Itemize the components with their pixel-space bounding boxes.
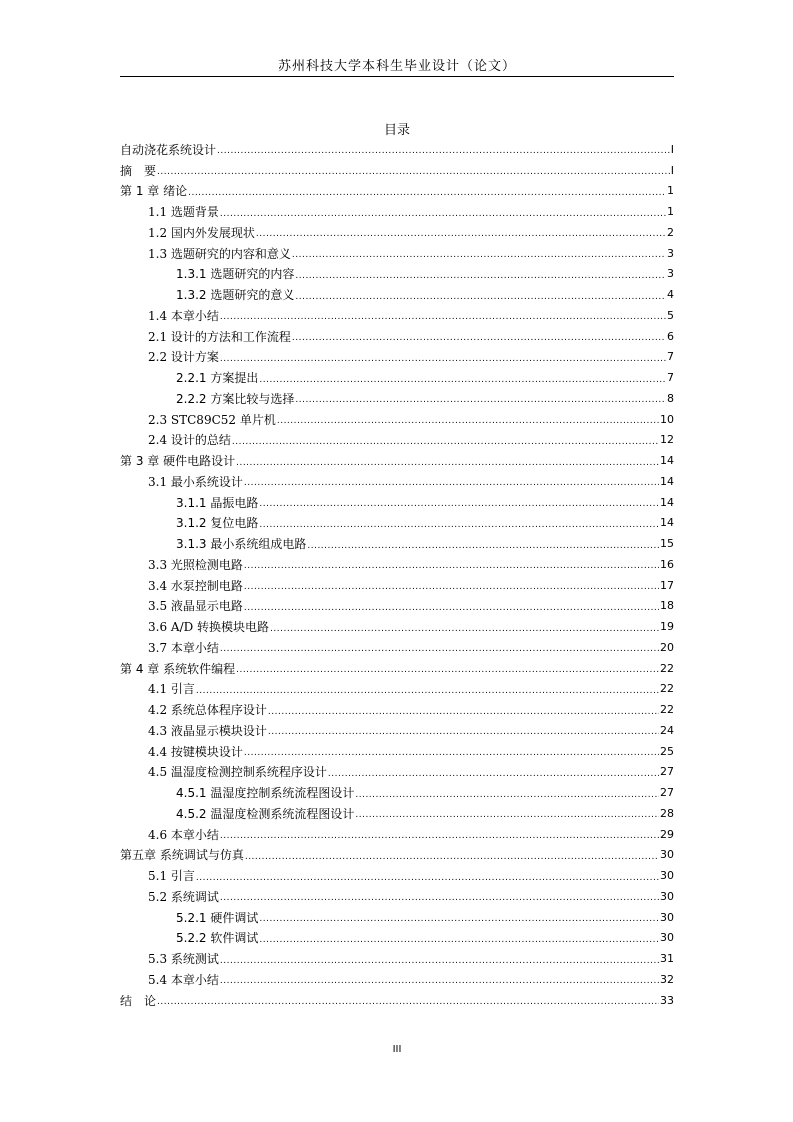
toc-entry[interactable] xyxy=(120,990,674,1011)
toc-entry[interactable] xyxy=(120,305,674,326)
toc-entry[interactable] xyxy=(120,284,674,305)
toc-entry[interactable] xyxy=(120,679,674,700)
toc-entry-label: 2.1 设计的方法和工作流程 xyxy=(148,329,291,344)
toc-entry-page: 2 xyxy=(667,225,674,239)
toc-entry-label: 1.1 选题背景 xyxy=(148,205,219,220)
toc-entry-label: 2.3 STC89C52 单片机 xyxy=(148,412,276,427)
toc-entry-page: 29 xyxy=(660,827,674,841)
toc-entry-page: 17 xyxy=(660,578,674,592)
toc-entry-page: 30 xyxy=(660,931,674,945)
toc-entry-label: 3.6 A/D 转换模块电路 xyxy=(148,620,270,635)
toc-entry-label: 2.2 设计方案 xyxy=(148,350,219,365)
toc-entry[interactable] xyxy=(120,450,674,471)
toc-dot-leader xyxy=(220,831,659,841)
toc-entry-label: 3.3 光照检测电路 xyxy=(148,557,243,572)
toc-entry[interactable] xyxy=(120,430,674,451)
toc-entry-page: I xyxy=(670,142,674,156)
toc-entry-page: 30 xyxy=(660,848,674,862)
toc-entry[interactable] xyxy=(120,222,674,243)
toc-entry[interactable] xyxy=(120,201,674,222)
toc-entry-label: 3.1 最小系统设计 xyxy=(148,474,243,489)
toc-entry-label: 第五章 系统调试与仿真 xyxy=(120,848,244,863)
toc-entry-label: 1.3.1 选题研究的内容 xyxy=(176,267,295,282)
toc-entry[interactable] xyxy=(120,243,674,264)
toc-entry[interactable] xyxy=(120,181,674,202)
toc-entry-page: 30 xyxy=(660,869,674,883)
toc-entry-page: 1 xyxy=(667,205,674,219)
toc-dot-leader xyxy=(217,146,670,156)
toc-entry-page: 28 xyxy=(660,806,674,820)
toc-entry-label: 1.2 国内外发展现状 xyxy=(148,225,255,240)
toc-dot-leader xyxy=(236,665,659,675)
toc-dot-leader xyxy=(244,478,659,488)
toc-entry[interactable] xyxy=(120,886,674,907)
toc-dot-leader xyxy=(256,229,666,239)
toc-entry-label: 5.2.2 软件调试 xyxy=(176,931,259,946)
toc-dot-leader xyxy=(244,748,659,758)
toc-dot-leader xyxy=(196,686,659,696)
table-of-contents xyxy=(120,139,674,1011)
toc-dot-leader xyxy=(196,873,659,883)
toc-entry-label: 2.2.1 方案提出 xyxy=(176,371,259,386)
toc-entry[interactable] xyxy=(120,762,674,783)
toc-entry-label: 5.4 本章小结 xyxy=(148,972,219,987)
toc-entry-page: 3 xyxy=(667,246,674,260)
toc-entry-page: 30 xyxy=(660,889,674,903)
toc-dot-leader xyxy=(292,250,666,260)
toc-dot-leader xyxy=(188,188,666,198)
toc-entry-label: 摘 要 xyxy=(120,163,157,178)
toc-entry[interactable] xyxy=(120,596,674,617)
toc-entry-page: 15 xyxy=(660,537,674,551)
toc-entry[interactable] xyxy=(120,347,674,368)
toc-entry[interactable] xyxy=(120,720,674,741)
toc-entry[interactable] xyxy=(120,658,674,679)
toc-entry-label: 2.2.2 方案比较与选择 xyxy=(176,391,295,406)
toc-title: 目录 xyxy=(383,123,410,138)
toc-entry[interactable] xyxy=(120,616,674,637)
toc-dot-leader xyxy=(268,707,659,717)
toc-dot-leader xyxy=(220,976,659,986)
toc-entry-page: 4 xyxy=(667,288,674,302)
toc-entry-page: 33 xyxy=(660,993,674,1007)
toc-entry-label: 5.3 系统测试 xyxy=(148,952,219,967)
toc-entry-page: 5 xyxy=(667,308,674,322)
toc-entry[interactable] xyxy=(120,948,674,969)
running-header: 苏州科技大学本科生毕业设计（论文） xyxy=(277,59,516,74)
toc-entry-page: 18 xyxy=(660,599,674,613)
toc-entry-label: 5.2.1 硬件调试 xyxy=(176,910,259,925)
toc-entry-label: 1.3 选题研究的内容和意义 xyxy=(148,246,291,261)
toc-entry-label: 第 3 章 硬件电路设计 xyxy=(120,454,236,469)
toc-dot-leader xyxy=(259,499,659,509)
toc-entry-page: 32 xyxy=(660,972,674,986)
toc-entry-page: I xyxy=(670,163,674,177)
toc-dot-leader xyxy=(295,292,666,302)
toc-entry[interactable] xyxy=(120,367,674,388)
toc-entry[interactable] xyxy=(120,824,674,845)
toc-entry[interactable] xyxy=(120,326,674,347)
toc-entry-page: 22 xyxy=(660,682,674,696)
toc-dot-leader xyxy=(268,727,659,737)
toc-entry-label: 4.5.2 温湿度检测系统流程图设计 xyxy=(176,806,355,821)
toc-entry[interactable] xyxy=(120,803,674,824)
toc-dot-leader xyxy=(244,582,659,592)
toc-entry-label: 3.1.1 晶振电路 xyxy=(176,495,259,510)
toc-entry-label: 1.4 本章小结 xyxy=(148,308,219,323)
toc-entry[interactable] xyxy=(120,264,674,285)
toc-entry-page: 3 xyxy=(667,267,674,281)
toc-entry[interactable] xyxy=(120,741,674,762)
toc-entry-page: 30 xyxy=(660,910,674,924)
toc-entry-page: 14 xyxy=(660,474,674,488)
toc-dot-leader xyxy=(220,893,659,903)
toc-dot-leader xyxy=(295,395,666,405)
toc-dot-leader xyxy=(157,997,659,1007)
toc-dot-leader xyxy=(259,935,659,945)
toc-dot-leader xyxy=(244,603,659,613)
toc-entry[interactable] xyxy=(120,471,674,492)
toc-entry-label: 4.4 按键模块设计 xyxy=(148,744,243,759)
toc-entry[interactable] xyxy=(120,554,674,575)
toc-entry-page: 19 xyxy=(660,620,674,634)
toc-entry-page: 12 xyxy=(660,433,674,447)
toc-entry-page: 14 xyxy=(660,495,674,509)
toc-entry-page: 16 xyxy=(660,557,674,571)
toc-entry-label: 第 1 章 绪论 xyxy=(120,184,188,199)
toc-dot-leader xyxy=(328,769,659,779)
toc-entry-page: 24 xyxy=(660,723,674,737)
toc-entry[interactable] xyxy=(120,409,674,430)
toc-entry[interactable] xyxy=(120,907,674,928)
toc-entry[interactable] xyxy=(120,492,674,513)
toc-entry-label: 3.4 水泵控制电路 xyxy=(148,578,243,593)
toc-entry[interactable] xyxy=(120,388,674,409)
toc-dot-leader xyxy=(220,644,659,654)
toc-entry-label: 4.5.1 温湿度控制系统流程图设计 xyxy=(176,786,355,801)
toc-entry-label: 4.2 系统总体程序设计 xyxy=(148,703,267,718)
toc-entry-label: 3.5 液晶显示电路 xyxy=(148,599,243,614)
toc-dot-leader xyxy=(307,541,659,551)
toc-entry[interactable] xyxy=(120,513,674,534)
toc-entry-page: 14 xyxy=(660,516,674,530)
toc-entry-page: 14 xyxy=(660,454,674,468)
toc-entry[interactable] xyxy=(120,533,674,554)
toc-entry-label: 4.5 温湿度检测控制系统程序设计 xyxy=(148,765,327,780)
toc-entry[interactable] xyxy=(120,575,674,596)
toc-entry-label: 4.6 本章小结 xyxy=(148,827,219,842)
toc-dot-leader xyxy=(236,458,659,468)
toc-entry-page: 20 xyxy=(660,640,674,654)
toc-entry[interactable] xyxy=(120,160,674,181)
toc-entry-label: 2.4 设计的总结 xyxy=(148,433,231,448)
toc-dot-leader xyxy=(277,416,659,426)
toc-dot-leader xyxy=(355,810,659,820)
toc-entry-label: 自动浇花系统设计 xyxy=(120,142,217,157)
toc-entry[interactable] xyxy=(120,637,674,658)
toc-entry-label: 第 4 章 系统软件编程 xyxy=(120,661,236,676)
toc-entry[interactable] xyxy=(120,699,674,720)
toc-entry-page: 10 xyxy=(660,412,674,426)
toc-entry[interactable] xyxy=(120,782,674,803)
toc-entry-page: 27 xyxy=(660,786,674,800)
toc-dot-leader xyxy=(270,624,659,634)
toc-entry-page: 22 xyxy=(660,661,674,675)
toc-entry-label: 4.3 液晶显示模块设计 xyxy=(148,723,267,738)
toc-entry-label: 3.1.2 复位电路 xyxy=(176,516,259,531)
toc-entry-page: 27 xyxy=(660,765,674,779)
toc-entry[interactable] xyxy=(120,139,674,160)
toc-dot-leader xyxy=(232,437,659,447)
toc-entry[interactable] xyxy=(120,928,674,949)
toc-entry-page: 6 xyxy=(667,329,674,343)
toc-dot-leader xyxy=(292,333,666,343)
toc-entry-label: 1.3.2 选题研究的意义 xyxy=(176,288,295,303)
toc-dot-leader xyxy=(259,520,659,530)
toc-dot-leader xyxy=(220,956,659,966)
toc-entry-page: 31 xyxy=(660,952,674,966)
toc-entry[interactable] xyxy=(120,845,674,866)
toc-dot-leader xyxy=(245,852,659,862)
toc-entry[interactable] xyxy=(120,865,674,886)
toc-entry-page: 8 xyxy=(667,391,674,405)
toc-dot-leader xyxy=(220,354,666,364)
toc-entry-label: 4.1 引言 xyxy=(148,682,195,697)
toc-entry-label: 3.1.3 最小系统组成电路 xyxy=(176,537,307,552)
toc-entry[interactable] xyxy=(120,969,674,990)
toc-entry-label: 5.2 系统调试 xyxy=(148,889,219,904)
toc-dot-leader xyxy=(295,271,666,281)
toc-entry-label: 3.7 本章小结 xyxy=(148,640,219,655)
toc-dot-leader xyxy=(220,312,666,322)
toc-dot-leader xyxy=(220,209,666,219)
toc-entry-page: 25 xyxy=(660,744,674,758)
toc-dot-leader xyxy=(259,375,666,385)
toc-dot-leader xyxy=(355,790,659,800)
toc-entry-page: 1 xyxy=(667,184,674,198)
toc-entry-page: 7 xyxy=(667,371,674,385)
header-rule xyxy=(120,76,674,77)
toc-dot-leader xyxy=(259,914,659,924)
toc-entry-label: 结 论 xyxy=(120,993,157,1008)
toc-dot-leader xyxy=(244,561,659,571)
page-number: III xyxy=(392,1044,402,1055)
toc-entry-label: 5.1 引言 xyxy=(148,869,195,884)
toc-entry-page: 22 xyxy=(660,703,674,717)
toc-dot-leader xyxy=(157,167,670,177)
toc-entry-page: 7 xyxy=(667,350,674,364)
